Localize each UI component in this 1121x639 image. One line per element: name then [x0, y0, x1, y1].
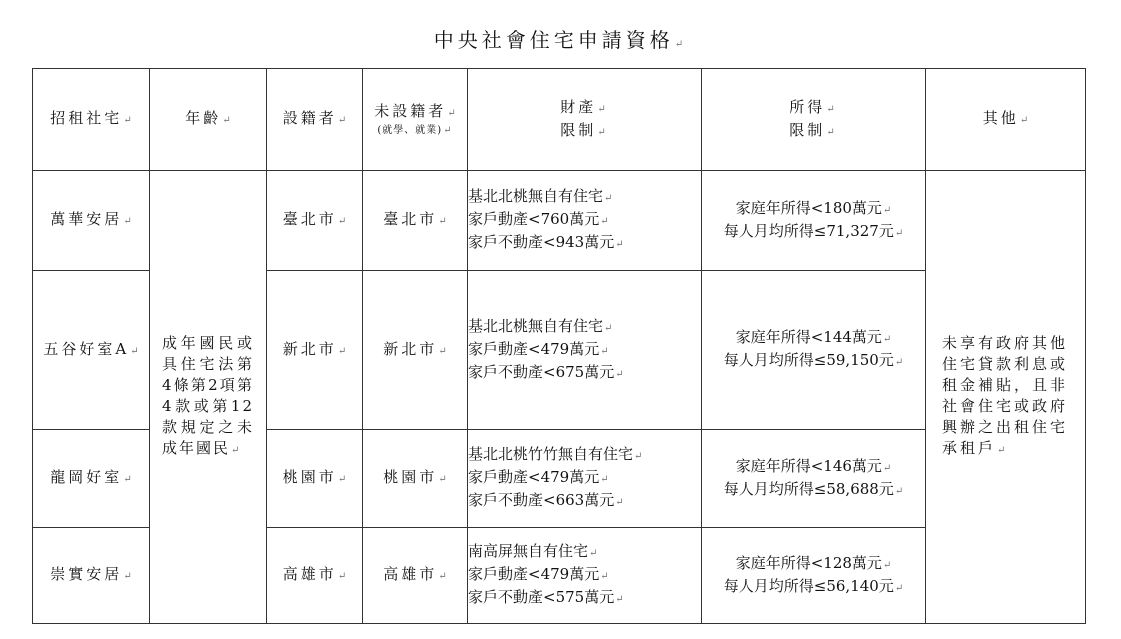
paragraph-mark-icon: ↵ [615, 239, 624, 250]
housing-name: 崇實安居↵ [33, 528, 150, 624]
paragraph-mark-icon: ↵ [894, 227, 904, 239]
paragraph-mark-icon: ↵ [123, 474, 132, 485]
age-requirement: 成年國民或具住宅法第4條第2項第4款或第12款規定之未成年國民↵ [150, 171, 267, 624]
unregistered-city: 高雄市↵ [363, 528, 468, 624]
paragraph-mark-icon: ↵ [443, 125, 453, 136]
paragraph-mark-icon: ↵ [882, 462, 892, 474]
paragraph-mark-icon: ↵ [123, 571, 132, 582]
header-registered: 設籍者↵ [267, 69, 363, 171]
paragraph-mark-icon: ↵ [894, 485, 904, 497]
paragraph-mark-icon: ↵ [231, 445, 242, 456]
paragraph-mark-icon: ↵ [447, 108, 456, 119]
paragraph-mark-icon: ↵ [438, 571, 447, 582]
paragraph-mark-icon: ↵ [615, 368, 624, 380]
unregistered-city: 桃園市↵ [363, 430, 468, 528]
paragraph-mark-icon: ↵ [438, 216, 447, 227]
header-name: 招租社宅↵ [33, 69, 150, 171]
paragraph-mark-icon: ↵ [600, 571, 609, 582]
registered-city: 桃園市↵ [267, 430, 363, 528]
income-limit: 家庭年所得<180萬元↵ 每人月均所得≤71,327元↵ [702, 171, 926, 271]
header-assets: 財產↵ 限制↵ [468, 69, 702, 171]
assets-limit: 南高屏無自有住宅↵ 家戶動產<479萬元↵ 家戶不動產<575萬元↵ [468, 528, 702, 624]
paragraph-mark-icon: ↵ [123, 216, 132, 227]
paragraph-mark-icon: ↵ [130, 345, 139, 357]
other-requirement: 未享有政府其他住宅貸款利息或租金補貼，且非社會住宅或政府興辦之出租住宅承租戶↵ [926, 171, 1086, 624]
income-limit: 家庭年所得<144萬元↵ 每人月均所得≤59,150元↵ [702, 271, 926, 430]
paragraph-mark-icon: ↵ [882, 559, 892, 571]
paragraph-mark-icon: ↵ [826, 126, 838, 138]
paragraph-mark-icon: ↵ [615, 594, 624, 605]
paragraph-mark-icon: ↵ [604, 193, 613, 204]
eligibility-table [32, 68, 1086, 624]
paragraph-mark-icon: ↵ [600, 474, 609, 485]
paragraph-mark-icon: ↵ [438, 345, 447, 357]
unregistered-city: 新北市↵ [363, 271, 468, 430]
paragraph-mark-icon: ↵ [123, 115, 132, 126]
housing-name: 萬華安居↵ [33, 171, 150, 271]
paragraph-mark-icon: ↵ [337, 345, 347, 357]
paragraph-mark-icon: ↵ [222, 115, 231, 126]
registered-city: 臺北市↵ [267, 171, 363, 271]
paragraph-mark-icon: ↵ [337, 474, 347, 485]
paragraph-mark-icon: ↵ [997, 445, 1009, 456]
unregistered-city: 臺北市↵ [363, 171, 468, 271]
paragraph-mark-icon: ↵ [604, 322, 613, 334]
header-income: 所得↵ 限制↵ [702, 69, 926, 171]
header-unregistered: 未設籍者↵ (就學、就業)↵ [363, 69, 468, 171]
income-limit: 家庭年所得<146萬元↵ 每人月均所得≤58,688元↵ [702, 430, 926, 528]
housing-name: 五谷好室A↵ [33, 271, 150, 430]
paragraph-mark-icon: ↵ [674, 39, 688, 50]
header-row [33, 69, 1086, 171]
paragraph-mark-icon: ↵ [882, 334, 892, 345]
table-row [33, 171, 1086, 271]
registered-city: 新北市↵ [267, 271, 363, 430]
paragraph-mark-icon: ↵ [337, 571, 347, 582]
paragraph-mark-icon: ↵ [597, 103, 609, 115]
header-age: 年齡↵ [150, 69, 267, 171]
paragraph-mark-icon: ↵ [438, 474, 447, 485]
paragraph-mark-icon: ↵ [600, 216, 609, 227]
paragraph-mark-icon: ↵ [597, 126, 609, 138]
paragraph-mark-icon: ↵ [337, 216, 347, 227]
assets-limit: 基北北桃竹竹無自有住宅↵ 家戶動產<479萬元↵ 家戶不動產<663萬元↵ [468, 430, 702, 528]
paragraph-mark-icon: ↵ [337, 115, 347, 126]
assets-limit: 基北北桃無自有住宅↵ 家戶動產<760萬元↵ 家戶不動產<943萬元↵ [468, 171, 702, 271]
header-other: 其他↵ [926, 69, 1086, 171]
paragraph-mark-icon: ↵ [894, 357, 904, 368]
paragraph-mark-icon: ↵ [894, 582, 904, 594]
paragraph-mark-icon: ↵ [826, 103, 838, 115]
income-limit: 家庭年所得<128萬元↵ 每人月均所得≤56,140元↵ [702, 528, 926, 624]
paragraph-mark-icon: ↵ [589, 548, 598, 559]
paragraph-mark-icon: ↵ [634, 451, 643, 462]
housing-name: 龍岡好室↵ [33, 430, 150, 528]
paragraph-mark-icon: ↵ [1019, 115, 1029, 126]
paragraph-mark-icon: ↵ [882, 204, 892, 216]
assets-limit: 基北北桃無自有住宅↵ 家戶動產<479萬元↵ 家戶不動產<675萬元↵ [468, 271, 702, 430]
paragraph-mark-icon: ↵ [600, 345, 609, 357]
registered-city: 高雄市↵ [267, 528, 363, 624]
document-title: 中央社會住宅申請資格↵ [433, 28, 688, 52]
paragraph-mark-icon: ↵ [615, 497, 624, 508]
